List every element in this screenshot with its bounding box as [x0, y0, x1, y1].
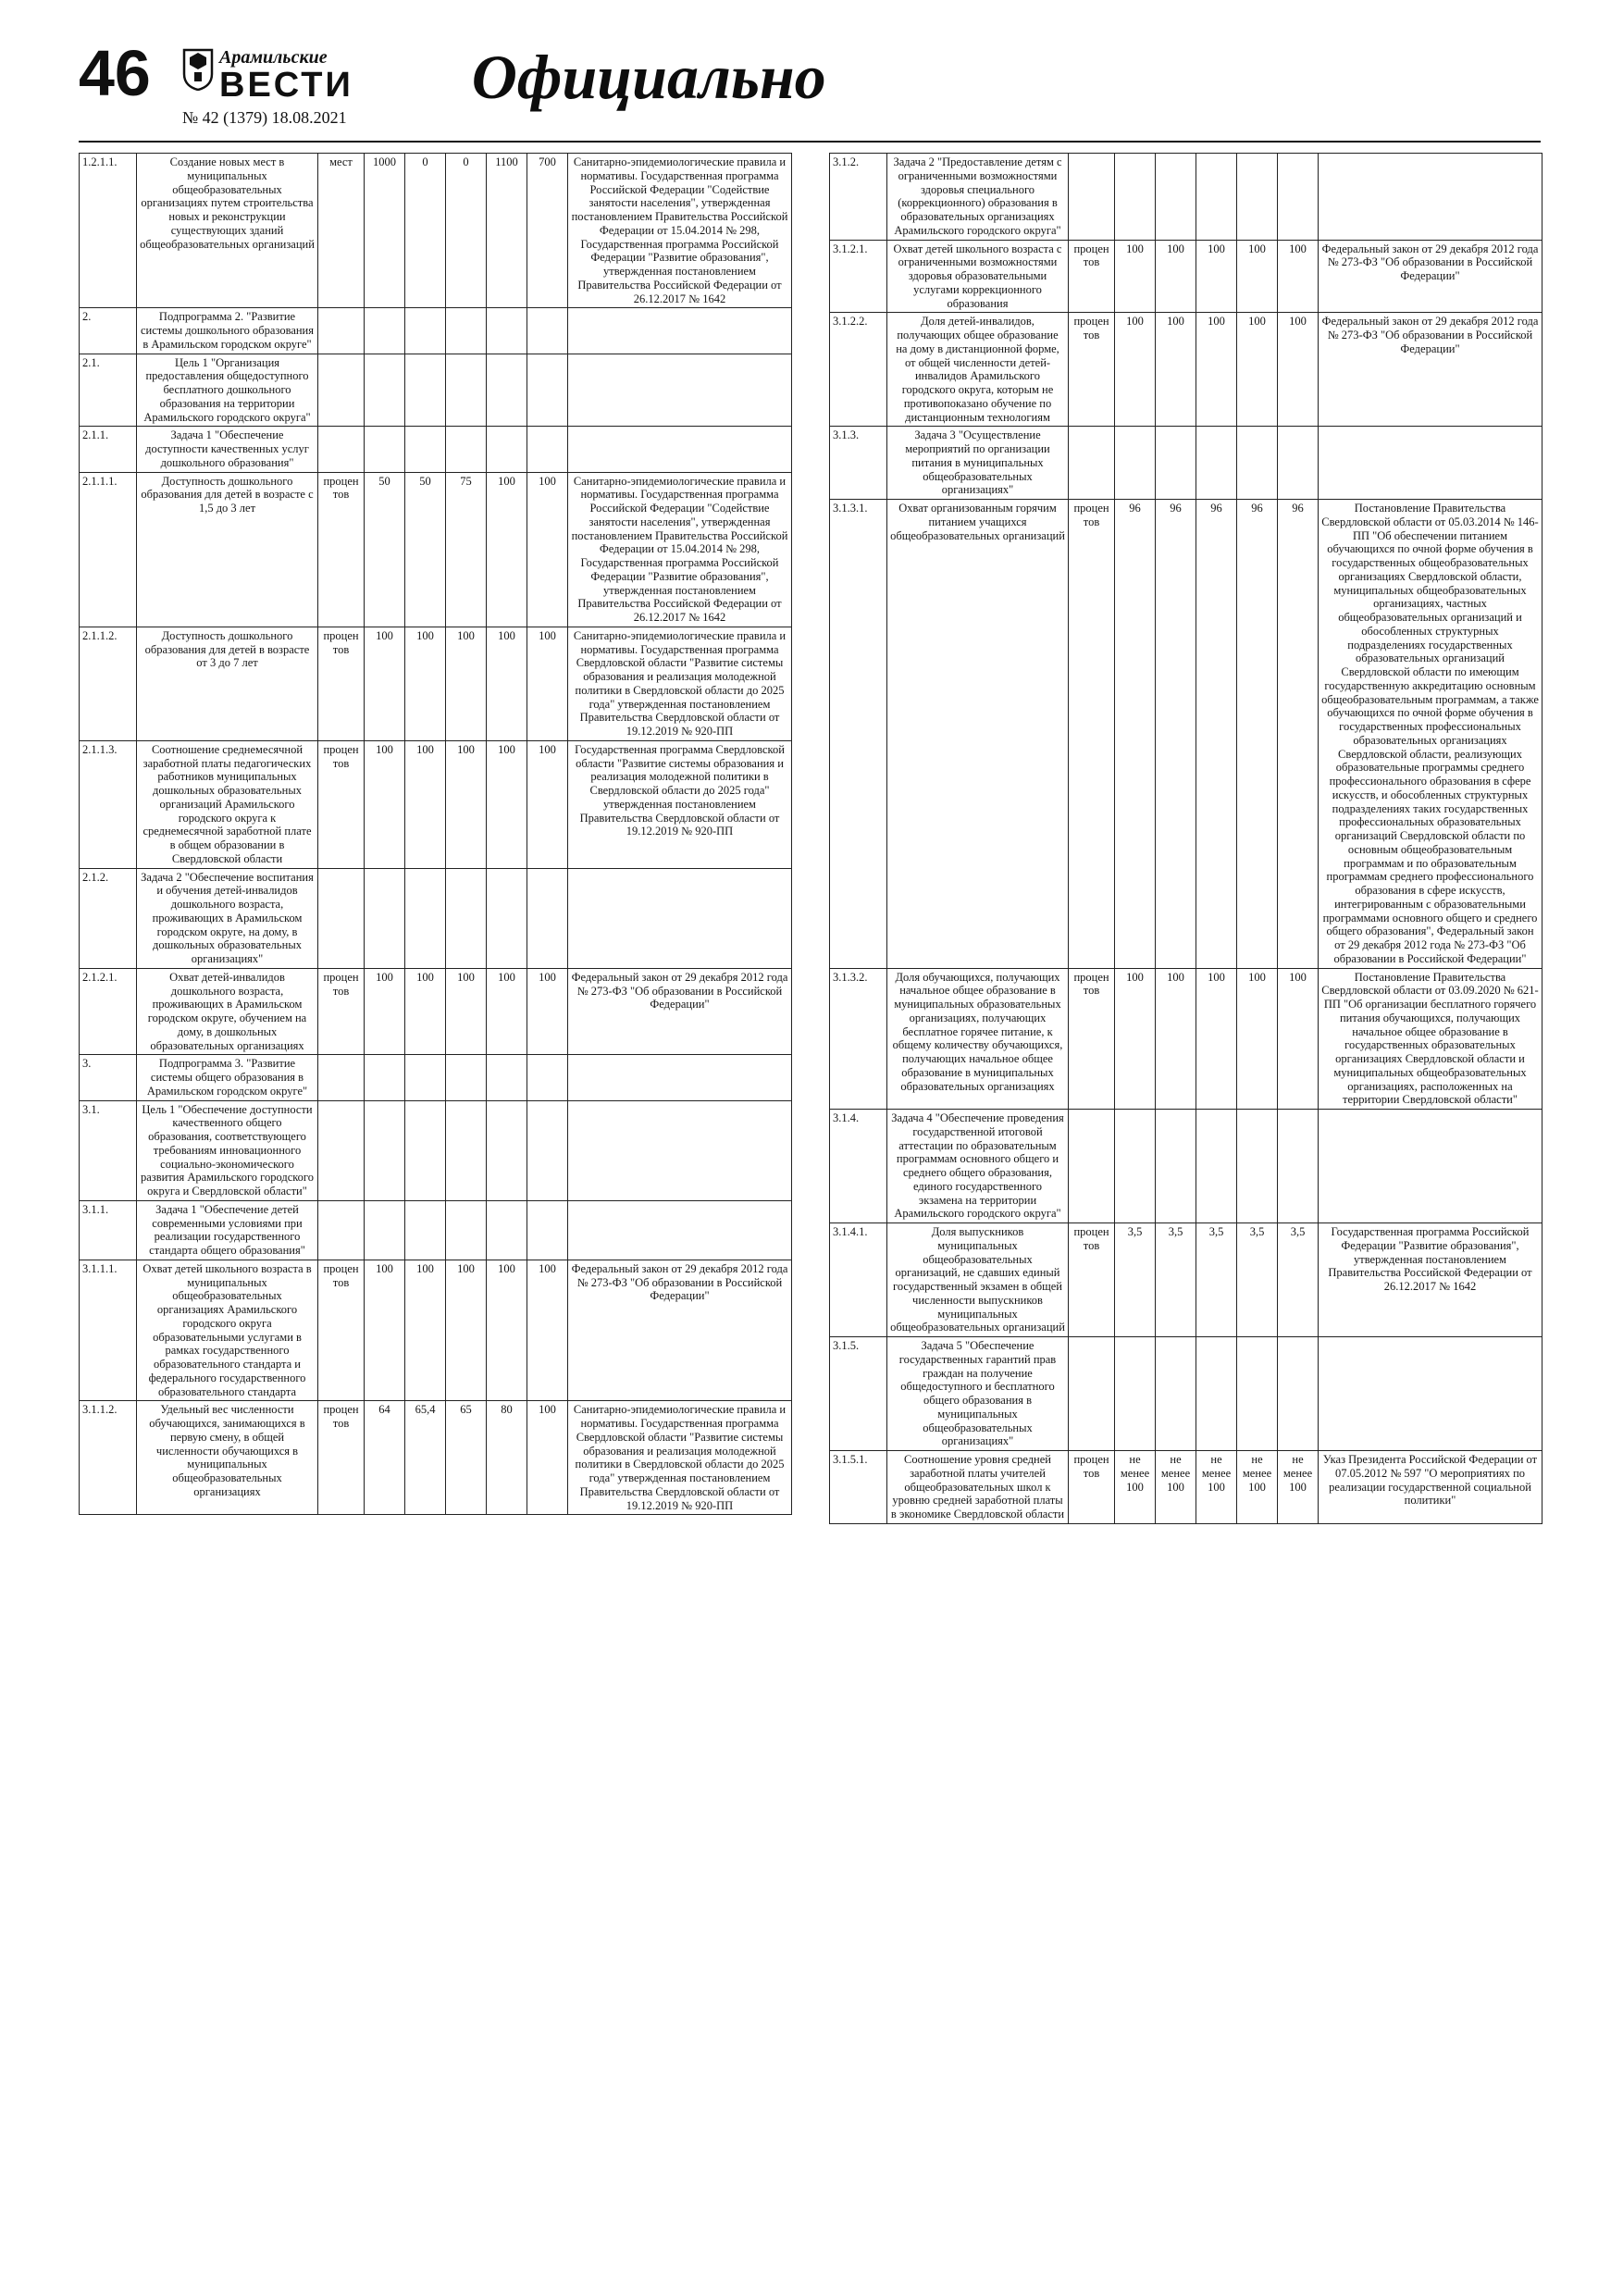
value [1115, 154, 1156, 241]
value [1278, 427, 1319, 500]
unit: процентов [318, 968, 365, 1055]
source-reference [1319, 154, 1542, 241]
unit [318, 354, 365, 427]
source-reference: Федеральный закон от 29 декабря 2012 года № 273-ФЗ "Об образовании в Российской Федерации" [1319, 240, 1542, 313]
value: 96 [1278, 500, 1319, 969]
value [1156, 1337, 1196, 1451]
row-number: 3.1.1. [80, 1200, 137, 1260]
value: 700 [527, 154, 568, 308]
unit: процентов [1069, 313, 1115, 427]
table-row [80, 154, 792, 308]
value: 50 [365, 472, 405, 627]
value: 100 [405, 1260, 446, 1401]
value [1237, 1337, 1278, 1451]
unit: процентов [318, 1260, 365, 1401]
table-row [80, 472, 792, 627]
unit: процентов [318, 627, 365, 740]
value: 100 [365, 627, 405, 740]
value [1156, 154, 1196, 241]
value: 96 [1156, 500, 1196, 969]
value [405, 354, 446, 427]
row-number: 3.1.2.1. [830, 240, 887, 313]
source-reference [1319, 427, 1542, 500]
value [446, 427, 487, 472]
value: 100 [1115, 968, 1156, 1110]
row-number: 2.1.2. [80, 868, 137, 968]
unit [1069, 154, 1115, 241]
row-number: 3.1.5. [830, 1337, 887, 1451]
row-number: 3.1.5.1. [830, 1451, 887, 1524]
unit: процентов [318, 1401, 365, 1515]
value [487, 354, 527, 427]
value: 100 [1278, 313, 1319, 427]
source-reference [568, 868, 792, 968]
table-row [80, 1200, 792, 1260]
table-row [80, 1401, 792, 1515]
value [1115, 1337, 1156, 1451]
value [1237, 1110, 1278, 1223]
row-number: 3.1.4. [830, 1110, 887, 1223]
table-row [80, 740, 792, 868]
value: 100 [487, 968, 527, 1055]
unit [318, 308, 365, 354]
value: 1000 [365, 154, 405, 308]
table-row [80, 868, 792, 968]
value [365, 354, 405, 427]
value: 50 [405, 472, 446, 627]
value: 100 [365, 1260, 405, 1401]
row-number: 3.1.3. [830, 427, 887, 500]
value: 100 [405, 740, 446, 868]
table-row [80, 968, 792, 1055]
indicator-name: Охват детей-инвалидов дошкольного возраста, проживающих в Арамильском городском округе, обучением на дому, в дошкольных образовательных организациях [137, 968, 318, 1055]
value: 100 [1115, 240, 1156, 313]
row-number: 1.2.1.1. [80, 154, 137, 308]
value: 100 [405, 627, 446, 740]
source-reference [568, 308, 792, 354]
row-number: 3.1.4.1. [830, 1223, 887, 1337]
indicators-table-right [829, 153, 1542, 1524]
unit: процентов [1069, 1451, 1115, 1524]
header-rule [79, 141, 1541, 143]
table-row [80, 627, 792, 740]
value [1115, 1110, 1156, 1223]
unit [318, 1055, 365, 1100]
unit: процентов [1069, 500, 1115, 969]
value: 100 [446, 740, 487, 868]
value [1156, 427, 1196, 500]
value [365, 308, 405, 354]
unit [1069, 427, 1115, 500]
indicator-name: Удельный вес численности обучающихся, занимающихся в первую смену, в общей численности обучающихся в муниципальных общеобразовательных организациях [137, 1401, 318, 1515]
value [365, 1100, 405, 1200]
value: 3,5 [1196, 1223, 1237, 1337]
value [527, 1200, 568, 1260]
value: 100 [446, 627, 487, 740]
value [1196, 154, 1237, 241]
row-number: 3. [80, 1055, 137, 1100]
value: 65 [446, 1401, 487, 1515]
source-reference [1319, 1337, 1542, 1451]
indicator-name: Задача 2 "Предоставление детям с ограниченными возможностями здоровья специального (коррекционного) образования в образовательных организациях Арамильского городского округа" [887, 154, 1069, 241]
content-tables [79, 153, 1541, 1524]
row-number: 2.1. [80, 354, 137, 427]
value [487, 1055, 527, 1100]
table-row [830, 1223, 1542, 1337]
row-number: 3.1.2.2. [830, 313, 887, 427]
masthead-title: ВЕСТИ [219, 66, 353, 105]
value: 100 [487, 472, 527, 627]
row-number: 3.1.3.2. [830, 968, 887, 1110]
source-reference: Санитарно-эпидемиологические правила и нормативы. Государственная программа Российской Федерации "Содействие занятости населения", утвержденная постановлением Правительства Российской Федерации от 15.04.2014 № 298, Государственная программа Российской Федерации "Развитие образования", утвержденная постановлением Правительства Российской Федерации от 26.12.2017 № 1642 [568, 472, 792, 627]
table-row [830, 240, 1542, 313]
value [1237, 154, 1278, 241]
value: 96 [1196, 500, 1237, 969]
source-reference: Государственная программа Свердловской области "Развитие системы образования и реализация молодежной политики в Свердловской области до 2025 года" утвержденная постановлением Правительства Свердловской области от 19.12.2019 № 920-ПП [568, 740, 792, 868]
page-number: 46 [79, 37, 151, 109]
indicator-name: Задача 2 "Обеспечение воспитания и обучения детей-инвалидов дошкольного возраста, проживающих в Арамильском городском округе, на дому, в дошкольных образовательных организациях" [137, 868, 318, 968]
source-reference: Государственная программа Российской Федерации "Развитие образования", утвержденная постановлением Правительства Российской Федерации от 26.12.2017 № 1642 [1319, 1223, 1542, 1337]
value: 100 [1278, 240, 1319, 313]
source-reference [568, 1200, 792, 1260]
value: 100 [487, 740, 527, 868]
source-reference: Указ Президента Российской Федерации от 07.05.2012 № 597 "О мероприятиях по реализации государственной социальной политики" [1319, 1451, 1542, 1524]
row-number: 2.1.2.1. [80, 968, 137, 1055]
indicators-table-left [79, 153, 792, 1515]
value: 100 [405, 968, 446, 1055]
value [487, 308, 527, 354]
row-number: 2.1.1.2. [80, 627, 137, 740]
value: 100 [446, 1260, 487, 1401]
value: 96 [1237, 500, 1278, 969]
value: 100 [527, 740, 568, 868]
value: 100 [527, 1260, 568, 1401]
indicator-name: Цель 1 "Обеспечение доступности качественного общего образования, соответствующего требованиям инновационного социально-экономического развития Арамильского городского округа и Свердловской области" [137, 1100, 318, 1200]
indicator-name: Доступность дошкольного образования для детей в возрасте от 3 до 7 лет [137, 627, 318, 740]
table-row [830, 1337, 1542, 1451]
indicator-name: Задача 4 "Обеспечение проведения государственной итоговой аттестации по образовательным программам основного общего и среднего общего образования, единого государственного экзамена на территории Арамильского городского округа" [887, 1110, 1069, 1223]
value: 100 [1237, 313, 1278, 427]
row-number: 2.1.1. [80, 427, 137, 472]
indicator-name: Создание новых мест в муниципальных общеобразовательных организациях путем строительства новых и реконструкции существующих зданий общеобразовательных организаций [137, 154, 318, 308]
value [365, 868, 405, 968]
value: не менее 100 [1196, 1451, 1237, 1524]
value: 64 [365, 1401, 405, 1515]
value: 100 [527, 1401, 568, 1515]
indicator-name: Задача 5 "Обеспечение государственных гарантий прав граждан на получение общедоступного и бесплатного общего образования в муниципальных общеобразовательных организациях" [887, 1337, 1069, 1451]
value: 100 [1196, 313, 1237, 427]
indicator-name: Задача 1 "Обеспечение доступности качественных услуг дошкольного образования" [137, 427, 318, 472]
table-row [80, 308, 792, 354]
value [527, 1100, 568, 1200]
value [446, 308, 487, 354]
table-row [830, 427, 1542, 500]
value [446, 1200, 487, 1260]
value: 100 [1196, 240, 1237, 313]
value: 100 [365, 968, 405, 1055]
unit [318, 1100, 365, 1200]
value [446, 1100, 487, 1200]
value [527, 427, 568, 472]
row-number: 2.1.1.1. [80, 472, 137, 627]
unit [318, 1200, 365, 1260]
indicator-name: Соотношение среднемесячной заработной платы педагогических работников муниципальных дошкольных образовательных организаций Арамильского городского округа к среднемесячной заработной плате в общем образовании в Свердловской области [137, 740, 318, 868]
value: 100 [1156, 968, 1196, 1110]
section-title: Официально [471, 42, 826, 112]
value [1278, 1110, 1319, 1223]
value: 100 [446, 968, 487, 1055]
source-reference [568, 354, 792, 427]
value [446, 1055, 487, 1100]
value [527, 1055, 568, 1100]
indicator-name: Цель 1 "Организация предоставления общедоступного бесплатного дошкольного образования на территории Арамильского городского округа" [137, 354, 318, 427]
indicator-name: Задача 3 "Осуществление мероприятий по организации питания в муниципальных общеобразовательных организациях" [887, 427, 1069, 500]
indicator-name: Охват организованным горячим питанием учащихся общеобразовательных организаций [887, 500, 1069, 969]
source-reference [568, 427, 792, 472]
value [487, 1100, 527, 1200]
indicator-name: Доля детей-инвалидов, получающих общее образование на дому в дистанционной форме, от общей численности детей-инвалидов Арамильского городского округа, которым не противопоказано обучение по дистанционным технологиям [887, 313, 1069, 427]
table-row [80, 1260, 792, 1401]
source-reference: Федеральный закон от 29 декабря 2012 года № 273-ФЗ "Об образовании в Российской Федерации" [1319, 313, 1542, 427]
value: 100 [527, 472, 568, 627]
unit [1069, 1110, 1115, 1223]
value [527, 308, 568, 354]
row-number: 3.1.1.1. [80, 1260, 137, 1401]
value: 75 [446, 472, 487, 627]
table-row [80, 1055, 792, 1100]
value [487, 1200, 527, 1260]
value [365, 1055, 405, 1100]
row-number: 3.1. [80, 1100, 137, 1200]
indicator-name: Доля выпускников муниципальных общеобразовательных организаций, не сдавших единый государственный экзамен в общей численности выпускников муниципальных общеобразовательных организаций [887, 1223, 1069, 1337]
table-row [80, 1100, 792, 1200]
row-number: 3.1.3.1. [830, 500, 887, 969]
value [1196, 1110, 1237, 1223]
value: 0 [405, 154, 446, 308]
value: 100 [365, 740, 405, 868]
value [405, 1055, 446, 1100]
source-reference: Санитарно-эпидемиологические правила и нормативы. Государственная программа Свердловской области "Развитие системы образования и реализация молодежной политики в Свердловской области до 2025 года" утвержденная постановлением Правительства Свердловской области от 19.12.2019 № 920-ПП [568, 627, 792, 740]
value: 100 [527, 627, 568, 740]
source-reference: Федеральный закон от 29 декабря 2012 года № 273-ФЗ "Об образовании в Российской Федерации" [568, 968, 792, 1055]
indicator-name: Охват детей школьного возраста с ограниченными возможностями здоровья образовательными услугами коррекционного образования [887, 240, 1069, 313]
issue-info: № 42 (1379) 18.08.2021 [182, 108, 347, 127]
table-row [80, 354, 792, 427]
value: 100 [1237, 968, 1278, 1110]
table-row [830, 500, 1542, 969]
value: 0 [446, 154, 487, 308]
table-row [830, 968, 1542, 1110]
value: 100 [1156, 240, 1196, 313]
value [405, 427, 446, 472]
value: не менее 100 [1115, 1451, 1156, 1524]
unit [318, 427, 365, 472]
source-reference [1319, 1110, 1542, 1223]
value: не менее 100 [1278, 1451, 1319, 1524]
source-reference: Санитарно-эпидемиологические правила и нормативы. Государственная программа Свердловской области "Развитие системы образования и реализация молодежной политики в Свердловской области до 2025 года" утвержденная постановлением Правительства Свердловской области от 19.12.2019 № 920-ПП [568, 1401, 792, 1515]
masthead-city: Арамильские [219, 47, 328, 68]
indicator-name: Доля обучающихся, получающих начальное общее образование в муниципальных образовательных организациях, получающих бесплатное горячее питание, к общему количеству обучающихся, получающих начальное общее образование в муниципальных образовательных организациях [887, 968, 1069, 1110]
value [1278, 154, 1319, 241]
row-number: 3.1.1.2. [80, 1401, 137, 1515]
value [487, 427, 527, 472]
value [1196, 1337, 1237, 1451]
source-reference: Постановление Правительства Свердловской области от 05.03.2014 № 146-ПП "Об обеспечении питанием обучающихся по очной форме обучения в государственных общеобразовательных организациях Свердловской области, муниципальных общеобразовательных организациях, частных общеобразовательных организаций и обособленных структурных подразделениях государственных образовательных организаций Свердловской области по имеющим государственную аккредитацию основным общеобразовательным программам, а также обучающихся по очной форме обучения в государственных профессиональных образовательных организациях Свердловской области, реализующих образовательные программы среднего профессионального образования в сфере искусств, и обособленных структурных подразделениях таких государственных профессиональных образовательных организаций Свердловской области по основным общеобразовательным программам и по образовательным программам среднего профессионального образования в сфере искусств, интегрированным с образовательными программами основного общего и среднего общего образования", Федеральный закон от 29 декабря 2012 года № 273-ФЗ "Об образовании в Российской Федерации" [1319, 500, 1542, 969]
value [1115, 427, 1156, 500]
value: 65,4 [405, 1401, 446, 1515]
value [365, 427, 405, 472]
value: 3,5 [1115, 1223, 1156, 1337]
value [405, 308, 446, 354]
indicator-name: Соотношение уровня средней заработной платы учителей общеобразовательных школ к уровню средней заработной платы в экономике Свердловской области [887, 1451, 1069, 1524]
value: 3,5 [1156, 1223, 1196, 1337]
source-reference: Санитарно-эпидемиологические правила и нормативы. Государственная программа Российской Федерации "Содействие занятости населения", утвержденная постановлением Правительства Российской Федерации от 15.04.2014 № 298, Государственная программа Российской Федерации "Развитие образования", утвержденная постановлением Правительства Российской Федерации от 26.12.2017 № 1642 [568, 154, 792, 308]
value: 100 [1278, 968, 1319, 1110]
unit: мест [318, 154, 365, 308]
value [405, 1200, 446, 1260]
value: не менее 100 [1237, 1451, 1278, 1524]
unit: процентов [1069, 1223, 1115, 1337]
value [1237, 427, 1278, 500]
coat-of-arms-icon [182, 48, 214, 91]
indicator-name: Охват детей школьного возраста в муниципальных общеобразовательных организациях Арамильского городского округа образовательными услугами в рамках государственного образовательного стандарта и федерального государственного образовательного стандарта [137, 1260, 318, 1401]
value [405, 1100, 446, 1200]
indicator-name: Подпрограмма 3. "Развитие системы общего образования в Арамильском городском округе" [137, 1055, 318, 1100]
row-number: 2.1.1.3. [80, 740, 137, 868]
table-row [830, 154, 1542, 241]
value: 1100 [487, 154, 527, 308]
value: 96 [1115, 500, 1156, 969]
value [1156, 1110, 1196, 1223]
value: 100 [1156, 313, 1196, 427]
page-header [79, 37, 1541, 139]
value [527, 354, 568, 427]
value [446, 354, 487, 427]
unit: процентов [318, 740, 365, 868]
table-row [830, 313, 1542, 427]
unit: процентов [1069, 968, 1115, 1110]
source-reference: Постановление Правительства Свердловской области от 03.09.2020 № 621-ПП "Об организации бесплатного горячего питания обучающихся, получающих начальное общее образование в государственных образовательных организациях Свердловской области и муниципальных общеобразовательных организациях, расположенных на территории Свердловской области" [1319, 968, 1542, 1110]
unit [318, 868, 365, 968]
value: 100 [487, 1260, 527, 1401]
value [446, 868, 487, 968]
indicator-name: Задача 1 "Обеспечение детей современными условиями при реализации государственного стандарта общего образования" [137, 1200, 318, 1260]
value [405, 868, 446, 968]
value: не менее 100 [1156, 1451, 1196, 1524]
value [365, 1200, 405, 1260]
value: 100 [527, 968, 568, 1055]
table-row [830, 1451, 1542, 1524]
indicator-name: Подпрограмма 2. "Развитие системы дошкольного образования в Арамильском городском округе" [137, 308, 318, 354]
value: 100 [1237, 240, 1278, 313]
indicator-name: Доступность дошкольного образования для детей в возрасте с 1,5 до 3 лет [137, 472, 318, 627]
value [1196, 427, 1237, 500]
value: 100 [1115, 313, 1156, 427]
table-row [830, 1110, 1542, 1223]
row-number: 3.1.2. [830, 154, 887, 241]
masthead [182, 48, 353, 128]
table-row [80, 427, 792, 472]
value [1278, 1337, 1319, 1451]
source-reference [568, 1055, 792, 1100]
source-reference: Федеральный закон от 29 декабря 2012 года № 273-ФЗ "Об образовании в Российской Федерации" [568, 1260, 792, 1401]
source-reference [568, 1100, 792, 1200]
value: 3,5 [1278, 1223, 1319, 1337]
value: 100 [1196, 968, 1237, 1110]
value: 80 [487, 1401, 527, 1515]
row-number: 2. [80, 308, 137, 354]
unit: процентов [318, 472, 365, 627]
value [487, 868, 527, 968]
unit: процентов [1069, 240, 1115, 313]
value: 100 [487, 627, 527, 740]
value [527, 868, 568, 968]
value: 3,5 [1237, 1223, 1278, 1337]
unit [1069, 1337, 1115, 1451]
